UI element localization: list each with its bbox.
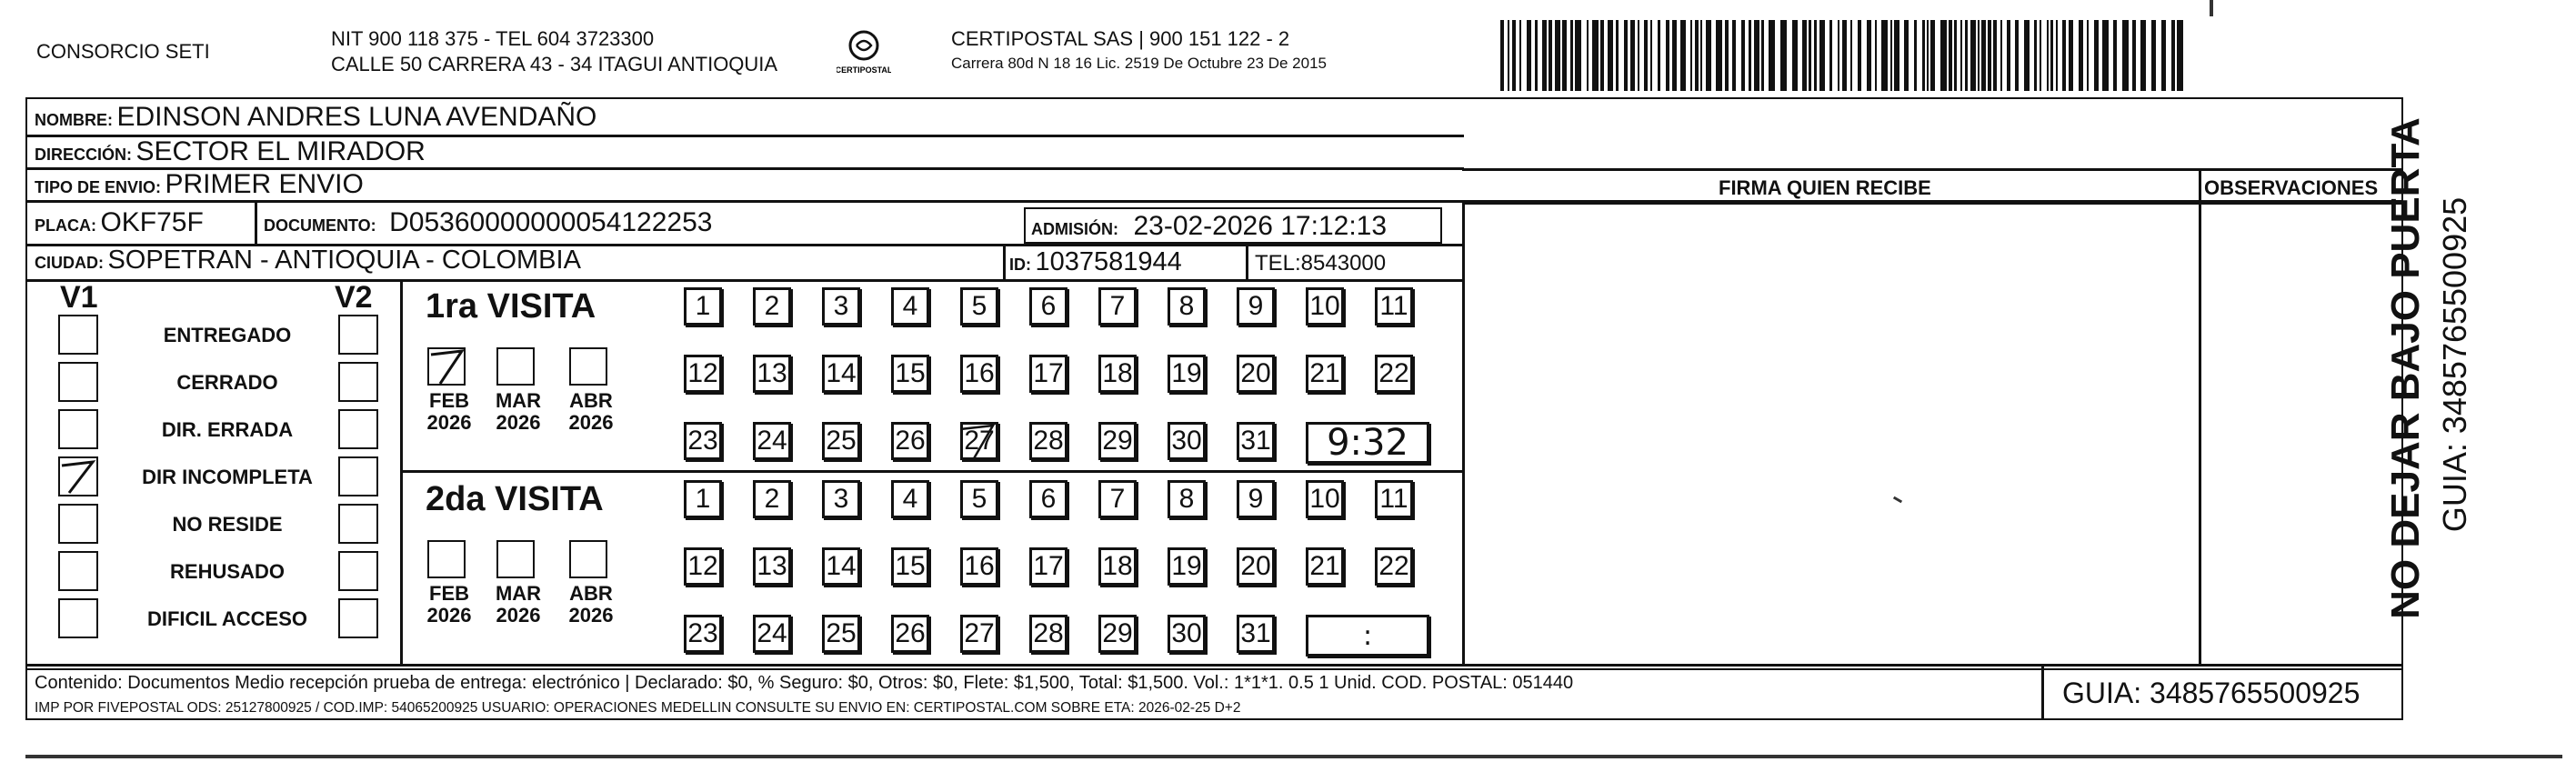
year-label: 2026 — [568, 411, 614, 434]
barcode-bar — [1725, 20, 1729, 91]
day-box[interactable]: 10 — [1306, 287, 1344, 326]
footer-frame — [25, 664, 2403, 720]
barcode-bar — [2140, 20, 2146, 91]
ciudad-row — [35, 246, 581, 276]
barcode-bar — [1508, 20, 1509, 91]
company-name: CONSORCIO SETI — [36, 40, 210, 63]
day-box[interactable]: 10 — [1306, 480, 1344, 518]
barcode-bar — [1749, 20, 1751, 91]
divider — [1246, 246, 1248, 279]
v2-checkbox[interactable] — [338, 409, 378, 449]
barcode-bar — [1858, 20, 1861, 91]
v2-checkbox[interactable] — [338, 551, 378, 591]
barcode-bar — [1512, 20, 1516, 91]
divider — [1003, 246, 1006, 279]
month-label: ABR — [569, 582, 613, 605]
day-box[interactable]: 11 — [1375, 480, 1413, 518]
day-box[interactable]: 8 — [1168, 480, 1206, 518]
ciudad-label: CIUDAD: — [35, 254, 104, 272]
month-checkbox[interactable] — [496, 347, 535, 386]
barcode-bar — [1949, 20, 1952, 91]
day-box[interactable]: 12 — [684, 547, 722, 586]
barcode-bar — [2171, 20, 2175, 91]
barcode-bar — [2113, 20, 2117, 91]
divider — [25, 279, 1464, 282]
day-box[interactable]: 16 — [960, 547, 998, 586]
barcode-bar — [1555, 20, 1560, 91]
barcode-bar — [2069, 20, 2073, 91]
barcode-bar — [1978, 20, 1980, 91]
barcode-bar — [1741, 20, 1745, 91]
barcode-bar — [1960, 20, 1962, 91]
option-label: DIFICIL ACCESO — [146, 607, 307, 630]
visit2-title: 2da VISITA — [426, 480, 604, 518]
day-box[interactable]: 23 — [684, 615, 722, 653]
barcode-bar — [2151, 20, 2156, 91]
barcode-bar — [1769, 20, 1775, 91]
day-box[interactable]: 25 — [822, 422, 860, 460]
barcode-bar — [1881, 20, 1888, 91]
day-box[interactable]: 22 — [1375, 547, 1413, 586]
id-label: ID: — [1009, 256, 1031, 274]
placa-label: PLACA: — [35, 216, 96, 235]
divider — [1462, 202, 2403, 205]
day-box[interactable]: 29 — [1098, 422, 1137, 460]
barcode-bar — [1500, 20, 1504, 91]
barcode-bar — [1914, 20, 1917, 91]
barcode-bar — [2132, 20, 2136, 91]
month-label: FEB — [429, 582, 469, 605]
barcode-bar — [1562, 20, 1567, 91]
certipostal-logo — [837, 27, 891, 80]
tel-value: TEL:8543000 — [1255, 251, 1387, 276]
barcode-bar — [1700, 20, 1702, 91]
barcode-bar — [1970, 20, 1976, 91]
barcode-bar — [1761, 20, 1764, 91]
barcode-bar — [1927, 20, 1929, 91]
barcode-bar — [1993, 20, 1997, 91]
logo-text: CERTIPOSTAL — [837, 65, 891, 75]
day-box[interactable]: 9 — [1237, 480, 1275, 518]
certipostal-line: CERTIPOSTAL SAS | 900 151 122 - 2 — [951, 27, 1290, 50]
barcode-bar — [2062, 20, 2066, 91]
barcode-bar — [1780, 20, 1787, 91]
direccion-label: DIRECCIÓN: — [35, 145, 132, 164]
day-box[interactable]: 17 — [1029, 355, 1067, 393]
day-box[interactable]: 24 — [753, 615, 791, 653]
barcode-bar — [2000, 20, 2002, 91]
v1-checkbox[interactable] — [58, 551, 98, 591]
v2-checkbox[interactable] — [338, 598, 378, 638]
day-box[interactable]: 27 — [960, 422, 998, 460]
day-box[interactable]: 17 — [1029, 547, 1067, 586]
firma-header: FIRMA QUIEN RECIBE — [1719, 176, 1931, 199]
day-box[interactable]: 5 — [960, 287, 998, 326]
barcode-bar — [1754, 20, 1759, 91]
v1-label: V1 — [60, 280, 98, 315]
day-box[interactable]: 28 — [1029, 615, 1067, 653]
day-box[interactable]: 1 — [684, 287, 722, 326]
barcode-bar — [1809, 20, 1811, 91]
barcode-bar — [2007, 20, 2010, 91]
barcode-bar — [1519, 20, 1521, 91]
divider — [1462, 168, 2403, 171]
barcode-bar — [1850, 20, 1852, 91]
barcode-bar — [1644, 20, 1648, 91]
day-box[interactable]: 29 — [1098, 615, 1137, 653]
barcode-bar — [1587, 20, 1589, 91]
barcode-bar — [1592, 20, 1599, 91]
barcode-bar — [2122, 20, 2129, 91]
divider — [1462, 200, 1465, 664]
barcode-bar — [1672, 20, 1677, 91]
footer-guia: GUIA: 3485765500925 — [2062, 677, 2360, 709]
form-frame — [25, 97, 2403, 670]
day-box[interactable]: 25 — [822, 615, 860, 653]
day-box[interactable]: 4 — [891, 287, 929, 326]
day-box[interactable]: 23 — [684, 422, 722, 460]
day-box[interactable]: 19 — [1168, 547, 1206, 586]
side-warning: NO DEJAR BAJO PUERTA — [2383, 117, 2428, 619]
barcode-bar — [1829, 20, 1832, 91]
barcode-bar — [1600, 20, 1604, 91]
barcode-bar — [1624, 20, 1628, 91]
barcode-bar — [1814, 20, 1817, 91]
day-box[interactable]: 30 — [1168, 422, 1206, 460]
divider — [255, 202, 257, 244]
day-box[interactable]: 6 — [1029, 480, 1067, 518]
barcode-bar — [1954, 20, 1957, 91]
documento-value: D05360000000054122253 — [389, 207, 713, 237]
barcode-bar — [1616, 20, 1619, 91]
v1-checkbox[interactable] — [58, 504, 98, 544]
barcode-bar — [1890, 20, 1892, 91]
month-checkbox[interactable] — [427, 347, 466, 386]
admision-label: ADMISIÓN: — [1031, 220, 1118, 238]
barcode-bar — [1570, 20, 1573, 91]
placa-value: OKF75F — [100, 207, 204, 237]
month-checkbox[interactable] — [569, 540, 607, 578]
barcode-bar — [1940, 20, 1947, 91]
day-box[interactable]: 15 — [891, 355, 929, 393]
barcode-bar — [1732, 20, 1736, 91]
tipo-value: PRIMER ENVIO — [165, 169, 364, 199]
address-line: CALLE 50 CARRERA 43 - 34 ITAGUI ANTIOQUIA — [331, 53, 778, 75]
day-box[interactable]: 5 — [960, 480, 998, 518]
day-box[interactable]: 2 — [753, 480, 791, 518]
v2-checkbox[interactable] — [338, 315, 378, 355]
barcode-bar — [1867, 20, 1871, 91]
visit1-title: 1ra VISITA — [426, 287, 596, 326]
id-value: 1037581944 — [1035, 247, 1182, 276]
barcode-bar — [1650, 20, 1652, 91]
direccion-value: SECTOR EL MIRADOR — [135, 136, 426, 166]
v2-checkbox[interactable] — [338, 504, 378, 544]
day-box[interactable]: 4 — [891, 480, 929, 518]
barcode-bar — [1549, 20, 1552, 91]
barcode-bar — [2177, 20, 2183, 91]
day-box[interactable]: 19 — [1168, 355, 1206, 393]
barcode-bar — [1838, 20, 1839, 91]
ciudad-value: SOPETRAN - ANTIOQUIA - COLOMBIA — [107, 246, 581, 275]
option-label: CERRADO — [176, 371, 278, 394]
barcode-bar — [1527, 20, 1531, 91]
tipo-row — [35, 169, 364, 200]
day-box[interactable]: 9 — [1237, 287, 1275, 326]
day-box[interactable]: 20 — [1237, 547, 1275, 586]
barcode-bar — [2047, 20, 2049, 91]
v1-checkbox[interactable] — [58, 409, 98, 449]
option-label: NO RESIDE — [172, 513, 283, 536]
day-box[interactable]: 13 — [753, 355, 791, 393]
month-checkbox[interactable] — [569, 347, 607, 386]
barcode-bar — [1922, 20, 1925, 91]
day-box[interactable]: 7 — [1098, 480, 1137, 518]
year-label: 2026 — [426, 411, 472, 434]
day-box[interactable]: 3 — [822, 480, 860, 518]
barcode-bar — [1658, 20, 1660, 91]
barcode-bar — [1875, 20, 1877, 91]
day-box[interactable]: 6 — [1029, 287, 1067, 326]
day-box[interactable]: 22 — [1375, 355, 1413, 393]
day-box[interactable]: 7 — [1098, 287, 1137, 326]
year-label: 2026 — [496, 604, 541, 627]
day-box[interactable]: 21 — [1306, 547, 1344, 586]
barcode-bar — [1819, 20, 1825, 91]
documento-row — [264, 207, 712, 238]
bottom-rule — [25, 755, 2562, 758]
day-box[interactable]: 15 — [891, 547, 929, 586]
barcode-bar — [2079, 20, 2083, 91]
documento-label: DOCUMENTO: — [264, 216, 376, 235]
v2-checkbox[interactable] — [338, 362, 378, 402]
day-box[interactable]: 30 — [1168, 615, 1206, 653]
time-box[interactable]: : — [1306, 615, 1429, 657]
barcode-bar — [1981, 20, 1986, 91]
barcode-bar — [2087, 20, 2089, 91]
barcode-bar — [2102, 20, 2109, 91]
day-box[interactable]: 28 — [1029, 422, 1067, 460]
barcode-bar — [2034, 20, 2037, 91]
year-label: 2026 — [568, 604, 614, 627]
v2-checkbox[interactable] — [338, 456, 378, 496]
day-box[interactable]: 31 — [1237, 422, 1275, 460]
day-box[interactable]: 14 — [822, 355, 860, 393]
v2-label: V2 — [335, 280, 373, 315]
id-row — [1009, 247, 1182, 277]
nit-line: NIT 900 118 375 - TEL 604 3723300 — [331, 27, 655, 50]
barcode-bar — [2161, 20, 2166, 91]
v1-checkbox[interactable] — [58, 362, 98, 402]
barcode-bar — [1680, 20, 1686, 91]
barcode-bar — [1690, 20, 1692, 91]
barcode-bar — [1630, 20, 1635, 91]
barcode — [1500, 20, 2191, 93]
barcode-bar — [2056, 20, 2058, 91]
barcode-bar — [1706, 20, 1711, 91]
month-checkbox[interactable] — [427, 540, 466, 578]
barcode-bar — [1904, 20, 1909, 91]
barcode-bar — [1930, 20, 1935, 91]
day-box[interactable]: 18 — [1098, 355, 1137, 393]
footer-contenido: Contenido: Documentos Medio recepción prueba de entrega: electrónico | Declarado: $0, % Seguro: $0, Otros: $0, Flete: $1,500, Total: $1,500. Vol.: 1*1*1. 0.5 1 Unid. COD. POSTAL: 051440 — [35, 673, 1574, 693]
side-guia: GUIA: 3485765500925 — [2436, 196, 2473, 533]
month-label: FEB — [429, 389, 469, 412]
day-box[interactable]: 20 — [1237, 355, 1275, 393]
option-label: DIR INCOMPLETA — [142, 466, 313, 488]
barcode-bar — [1638, 20, 1639, 91]
day-box[interactable]: 14 — [822, 547, 860, 586]
barcode-bar — [1802, 20, 1807, 91]
barcode-bar — [1608, 20, 1613, 91]
barcode-bar — [1988, 20, 1991, 91]
day-box[interactable]: 21 — [1306, 355, 1344, 393]
time-box[interactable]: 9:32 — [1306, 422, 1429, 464]
day-box[interactable]: 12 — [684, 355, 722, 393]
direccion-row — [35, 136, 426, 167]
day-box[interactable]: 27 — [960, 615, 998, 653]
barcode-bar — [2094, 20, 2099, 91]
tipo-label: TIPO DE ENVIO: — [35, 178, 162, 196]
footer-imp: IMP POR FIVEPOSTAL ODS: 25127800925 / COD.IMP: 54065200925 USUARIO: OPERACIONES MEDELLIN CONSULTE SU ENVIO EN: CERTIPOSTAL.COM SOBRE ETA: 2026-02-25 D+2 — [35, 700, 1241, 716]
month-checkbox[interactable] — [496, 540, 535, 578]
divider — [2199, 168, 2201, 664]
barcode-bar — [2040, 20, 2041, 91]
nombre-row — [35, 102, 596, 133]
barcode-bar — [1716, 20, 1722, 91]
barcode-bar — [2050, 20, 2053, 91]
day-box[interactable]: 16 — [960, 355, 998, 393]
day-box[interactable]: 26 — [891, 422, 929, 460]
day-box[interactable]: 8 — [1168, 287, 1206, 326]
option-label: ENTREGADO — [163, 324, 292, 346]
barcode-bar — [1535, 20, 1538, 91]
certipostal-sub: Carrera 80d N 18 16 Lic. 2519 De Octubre 23 De 2015 — [951, 55, 1327, 72]
placa-row — [35, 207, 204, 238]
month-label: MAR — [495, 389, 542, 412]
barcode-bar — [1792, 20, 1798, 91]
top-rule — [2210, 0, 2213, 16]
year-label: 2026 — [496, 411, 541, 434]
day-box[interactable]: 31 — [1237, 615, 1275, 653]
year-label: 2026 — [426, 604, 472, 627]
barcode-bar — [2024, 20, 2030, 91]
day-box[interactable]: 1 — [684, 480, 722, 518]
day-box[interactable]: 3 — [822, 287, 860, 326]
day-box[interactable]: 13 — [753, 547, 791, 586]
day-box[interactable]: 2 — [753, 287, 791, 326]
option-label: DIR. ERRADA — [161, 418, 294, 441]
admision-value: 23-02-2026 17:12:13 — [1133, 211, 1388, 241]
option-label: REHUSADO — [170, 560, 285, 583]
divider — [400, 470, 1464, 473]
admision-row — [1031, 211, 1387, 242]
observaciones-header: OBSERVACIONES — [2204, 176, 2379, 199]
nombre-value: EDINSON ANDRES LUNA AVENDAÑO — [116, 102, 597, 132]
v1-checkbox[interactable] — [58, 315, 98, 355]
barcode-bar — [1965, 20, 1968, 91]
barcode-bar — [1695, 20, 1699, 91]
month-label: ABR — [569, 389, 613, 412]
v1-checkbox[interactable] — [58, 598, 98, 638]
barcode-bar — [1894, 20, 1899, 91]
barcode-bar — [1542, 20, 1547, 91]
barcode-bar — [1666, 20, 1669, 91]
barcode-bar — [1842, 20, 1847, 91]
barcode-bar — [2015, 20, 2019, 91]
v1-checkbox[interactable] — [58, 456, 98, 496]
day-box[interactable]: 18 — [1098, 547, 1137, 586]
day-box[interactable]: 26 — [891, 615, 929, 653]
day-box[interactable]: 11 — [1375, 287, 1413, 326]
day-box[interactable]: 24 — [753, 422, 791, 460]
barcode-bar — [1575, 20, 1581, 91]
nombre-label: NOMBRE: — [35, 111, 113, 129]
month-label: MAR — [495, 582, 542, 605]
